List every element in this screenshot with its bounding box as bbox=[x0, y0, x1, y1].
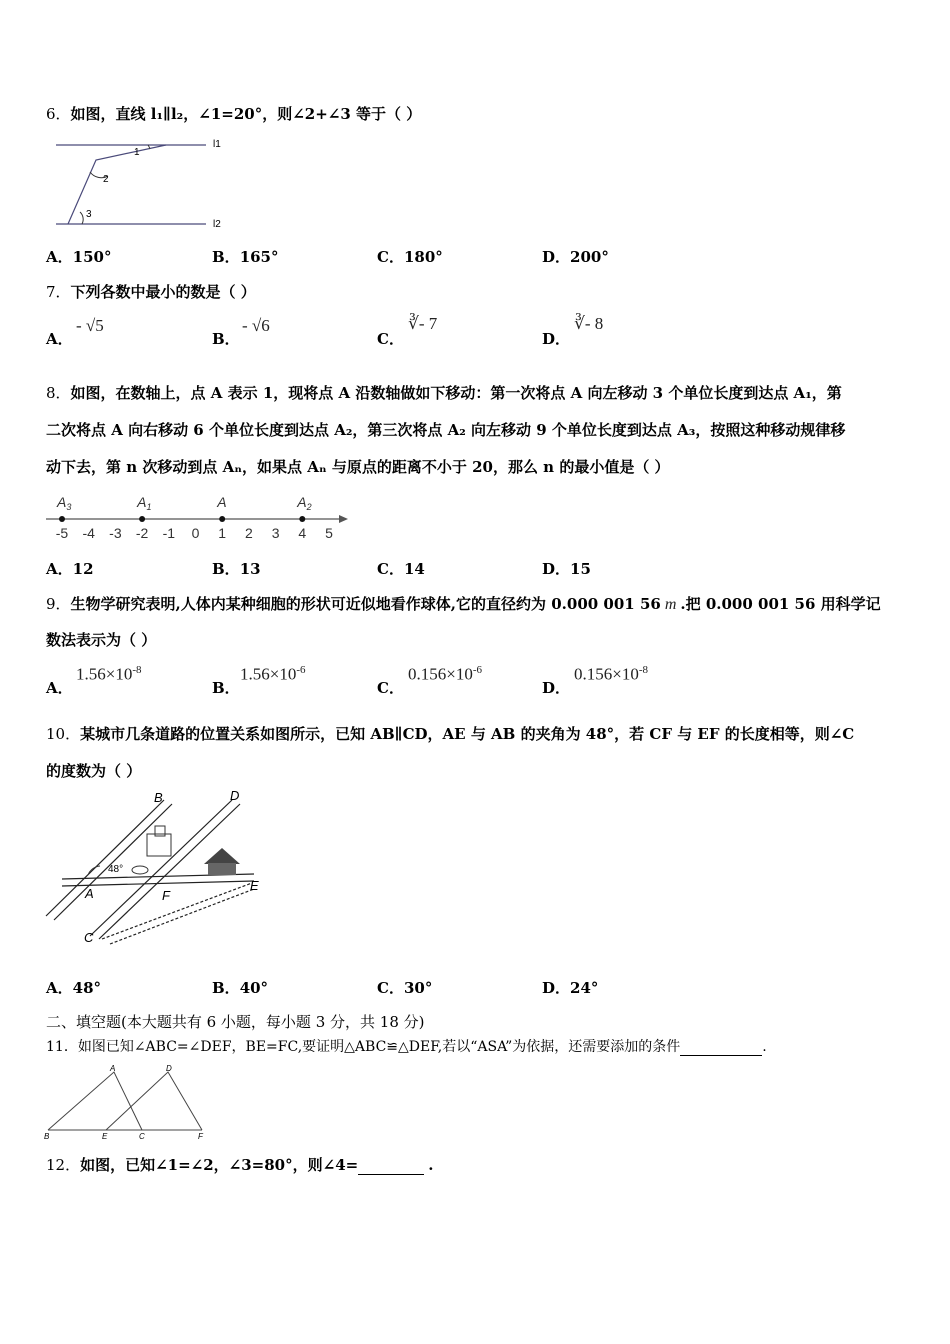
q10-figure bbox=[42, 786, 274, 950]
tick-label: 2 bbox=[245, 525, 253, 541]
q9-option-a-letter[interactable]: A． bbox=[46, 679, 73, 697]
label-angle-1: 1 bbox=[134, 147, 140, 158]
q7-option-a-value: - √5 bbox=[76, 316, 104, 335]
q9-option-b-letter[interactable]: B． bbox=[212, 679, 240, 697]
q8-option-a[interactable]: A．12 bbox=[46, 560, 94, 578]
point-marker bbox=[59, 516, 65, 522]
label-B: B bbox=[44, 1132, 50, 1141]
tick-label: 4 bbox=[298, 525, 307, 541]
label-D: D bbox=[230, 788, 240, 803]
axis-arrow bbox=[339, 515, 348, 523]
q10-line2: 的度数为（ ） bbox=[46, 762, 142, 780]
q6-option-a[interactable]: A．150° bbox=[46, 248, 112, 266]
q6-stem bbox=[46, 103, 421, 124]
q9-option-d-value: $0.156\times 10^{-8}$ bbox=[574, 664, 649, 684]
q9-number: 9． bbox=[46, 595, 71, 613]
label-D: D bbox=[166, 1064, 172, 1073]
label-l2: l2 bbox=[213, 219, 221, 230]
q6-text: 如图，直线 l₁∥l₂，∠1=20°，则∠2+∠3 等于（ ） bbox=[70, 105, 422, 123]
point-label: $A_1$ bbox=[137, 494, 152, 512]
point-marker bbox=[219, 516, 225, 522]
q11-number: 11． bbox=[46, 1039, 78, 1055]
q7-number: 7． bbox=[46, 283, 71, 301]
q7-option-d-letter[interactable]: D． bbox=[542, 330, 571, 348]
q11-answer-blank[interactable] bbox=[680, 1039, 762, 1056]
point-marker bbox=[139, 516, 145, 522]
q8-option-c[interactable]: C．14 bbox=[377, 560, 425, 578]
label-E: E bbox=[102, 1132, 108, 1141]
label-F: F bbox=[198, 1132, 203, 1141]
q11-stem: 11．如图已知∠ABC=∠DEF，BE=FC,要证明△ABC≌△DEF,若以“ASA”为依据，还需要添加的条件 . bbox=[46, 1039, 767, 1055]
number-line bbox=[42, 490, 352, 546]
q8-line3: 动下去，第 n 次移动到点 Aₙ，如果点 Aₙ 与原点的距离不小于 20，那么 n 的最小值是（ ） bbox=[46, 458, 670, 476]
label-C: C bbox=[139, 1132, 145, 1141]
axis-points bbox=[56, 494, 312, 522]
q8-option-d[interactable]: D．15 bbox=[542, 560, 591, 578]
q9-unit: m bbox=[664, 596, 677, 613]
q7-option-b-letter[interactable]: B． bbox=[212, 330, 240, 348]
q7-text: 下列各数中最小的数是（ ） bbox=[70, 283, 256, 301]
point-marker bbox=[299, 516, 305, 522]
q10-option-a[interactable]: A．48° bbox=[46, 979, 102, 997]
axis-ticks bbox=[56, 525, 333, 541]
point-label: $A_2$ bbox=[297, 494, 312, 512]
tick-label: -4 bbox=[82, 525, 95, 541]
label-angle-2: 2 bbox=[103, 174, 109, 185]
q12-stem: 12．如图，已知∠1=∠2，∠3=80°，则∠4= . bbox=[46, 1156, 434, 1174]
q7-option-a-letter[interactable]: A． bbox=[46, 330, 73, 348]
q6-option-c[interactable]: C．180° bbox=[377, 248, 443, 266]
tick-label: 1 bbox=[218, 525, 227, 541]
q8-option-b[interactable]: B．13 bbox=[212, 560, 261, 578]
q9-line1: 9．生物学研究表明,人体内某种细胞的形状可近似地看作球体,它的直径约为 0.000 001 56 m .把 0.000 001 56 用科学记 bbox=[46, 595, 881, 613]
tick-label: -3 bbox=[109, 525, 122, 541]
q8-line2: 二次将点 A 向右移动 6 个单位长度到达点 A₂，第三次将点 A₂ 向左移动 9 个单位长度到达点 A₃，按照这种移动规律移 bbox=[46, 421, 846, 439]
tick-label: -5 bbox=[55, 525, 69, 541]
q9-option-a-value: $1.56\times 10^{-8}$ bbox=[76, 664, 142, 684]
tick-label: -1 bbox=[162, 525, 176, 541]
q12-number: 12． bbox=[46, 1156, 81, 1174]
q7-stem bbox=[46, 281, 256, 302]
tick-label: 5 bbox=[325, 525, 333, 541]
q6-option-b[interactable]: B．165° bbox=[212, 248, 279, 266]
label-E: E bbox=[250, 878, 259, 893]
q7-option-c-value: ∛- 7 bbox=[408, 314, 438, 333]
point-label: A bbox=[217, 494, 227, 510]
q10-option-c[interactable]: C．30° bbox=[377, 979, 433, 997]
label-F: F bbox=[162, 888, 170, 903]
q6-option-d[interactable]: D．200° bbox=[542, 248, 609, 266]
q9-option-c-value: $0.156\times 10^{-6}$ bbox=[408, 664, 483, 684]
q12-text: 如图，已知∠1=∠2，∠3=80°，则∠4= bbox=[80, 1156, 359, 1174]
label-A: A bbox=[110, 1064, 116, 1073]
label-48: 48° bbox=[108, 864, 124, 875]
q11-text: 如图已知∠ABC=∠DEF，BE=FC,要证明△ABC≌△DEF,若以“ASA”为依据，还需要添加的条件 bbox=[77, 1039, 681, 1055]
q10-line1: 10．某城市几条道路的位置关系如图所示，已知 AB∥CD，AE 与 AB 的夹角为 48°，若 CF 与 EF 的长度相等，则∠C bbox=[46, 725, 855, 743]
q7-option-b-value: - √6 bbox=[242, 316, 270, 335]
point-label: $A_3$ bbox=[57, 494, 72, 512]
q11-figure bbox=[42, 1062, 214, 1142]
q12-answer-blank[interactable] bbox=[358, 1156, 424, 1175]
q9-line2: 数法表示为（ ） bbox=[46, 631, 157, 649]
q6-number: 6． bbox=[46, 105, 71, 123]
q10-number: 10． bbox=[46, 725, 81, 743]
label-C: C bbox=[84, 930, 94, 945]
q7-option-d-value: ∛- 8 bbox=[574, 314, 604, 333]
tick-label: 0 bbox=[191, 525, 200, 541]
q10-option-b[interactable]: B．40° bbox=[212, 979, 269, 997]
label-A: A bbox=[85, 886, 94, 901]
label-l1: l1 bbox=[213, 139, 221, 150]
q8-number: 8． bbox=[46, 384, 71, 402]
tick-label: -2 bbox=[135, 525, 149, 541]
label-B: B bbox=[154, 790, 163, 805]
section2-title: 二、填空题(本大题共有 6 小题，每小题 3 分，共 18 分) bbox=[46, 1013, 425, 1031]
q9-option-d-letter[interactable]: D． bbox=[542, 679, 571, 697]
q10-option-d[interactable]: D．24° bbox=[542, 979, 599, 997]
q9-option-c-letter[interactable]: C． bbox=[377, 679, 404, 697]
tick-label: 3 bbox=[271, 525, 280, 541]
q8-line1: 8．如图，在数轴上，点 A 表示 1，现将点 A 沿数轴做如下移动：第一次将点 A 向左移动 3 个单位长度到达点 A₁，第 bbox=[46, 384, 842, 402]
q9-option-b-value: $1.56\times 10^{-6}$ bbox=[240, 664, 306, 684]
q6-figure bbox=[46, 132, 236, 232]
q7-option-c-letter[interactable]: C． bbox=[377, 330, 404, 348]
label-angle-3: 3 bbox=[86, 209, 92, 220]
broken-line bbox=[68, 145, 166, 224]
